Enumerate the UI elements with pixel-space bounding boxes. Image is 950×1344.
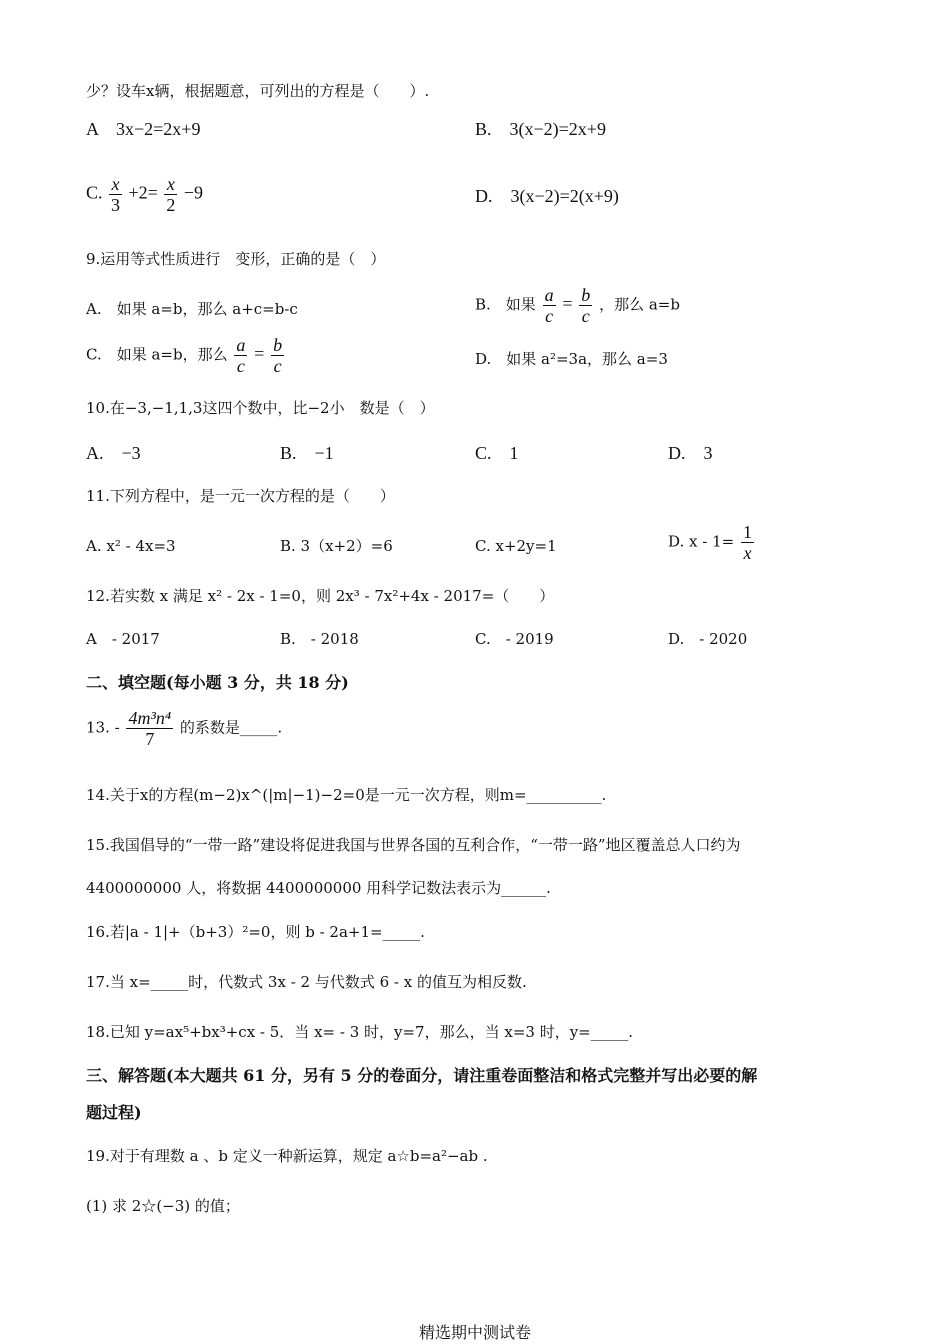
q17: 17.当 x=_____时，代数式 3x - 2 与代数式 6 - x 的值互为相反数. [86, 973, 527, 991]
q9-option-d: D. 如果 a²=3a，那么 a=3 [475, 350, 668, 368]
q11-option-b: B. 3（x+2）=6 [280, 537, 393, 555]
q16: 16.若|a - 1|+（b+3）²=0，则 b - 2a+1=_____. [86, 923, 425, 941]
q11-stem: 11.下列方程中，是一元一次方程的是（ ） [86, 487, 395, 505]
q15-line-2: 4400000000 人，将数据 4400000000 用科学记数法表示为______. [86, 879, 551, 897]
q8-option-a: A 3x−2=2x+9 [86, 119, 201, 139]
page-footer: 精选期中测试卷 [418, 1323, 531, 1342]
q11-option-d: D. x - 1= $\frac{1}{x}$ [668, 522, 752, 563]
q9-option-b: B. 如果 $\frac{a}{c}$ = $\frac{b}{c}$ ，那么 a=b [475, 285, 680, 326]
q13: 13. - $\frac{\text{4m³n⁴}}{7}$ 的系数是_____. [86, 708, 283, 749]
q9-option-c: C. 如果 a=b，那么 $\frac{a}{c}$ = $\frac{b}{c}$ [86, 335, 283, 376]
section-3-heading-line-1: 三、解答题(本大题共 61 分，另有 5 分的卷面分，请注重卷面整洁和格式完整并写出必要的解 [86, 1066, 758, 1085]
q8-option-b: B. 3(x−2)=2x+9 [475, 119, 606, 139]
q8-option-c: C. $\frac{x}{3}$ +2= $\frac{x}{2}$ −9 [86, 174, 203, 215]
q11-option-c: C. x+2y=1 [475, 537, 557, 555]
q9-option-a: A. 如果 a=b，那么 a+c=b-c [86, 300, 298, 318]
q12-option-c: C. - 2019 [475, 630, 554, 648]
q12-option-a: A - 2017 [86, 630, 160, 648]
q19-stem: 19.对于有理数 a 、b 定义一种新运算，规定 a☆b=a²−ab . [86, 1147, 488, 1165]
section-3-heading-line-2: 题过程) [86, 1103, 142, 1122]
q8-stem: 少？设车x辆，根据题意，可列出的方程是（ ）. [86, 82, 430, 100]
q15-line-1: 15.我国倡导的“一带一路”建设将促进我国与世界各国的互利合作，“一带一路”地区覆盖总人口约为 [86, 836, 741, 854]
q10-option-b: B. −1 [280, 443, 334, 463]
q10-option-d: D. 3 [668, 443, 713, 463]
q10-stem: 10.在−3,−1,1,3这四个数中，比−2小 数是（ ） [86, 399, 435, 417]
q12-option-d: D. - 2020 [668, 630, 748, 648]
q9-stem: 9.运用等式性质进行 变形，正确的是（ ） [86, 250, 386, 268]
q12-option-b: B. - 2018 [280, 630, 359, 648]
q10-option-a: A. −3 [86, 443, 141, 463]
q14: 14.关于x的方程(m−2)x^(|m|−1)−2=0是一元一次方程，则m=__________. [86, 786, 607, 804]
q8-option-d: D. 3(x−2)=2(x+9) [475, 186, 619, 206]
q12-stem: 12.若实数 x 满足 x² - 2x - 1=0，则 2x³ - 7x²+4x - 2017=（ ） [86, 587, 555, 605]
q10-option-c: C. 1 [475, 443, 519, 463]
q19-part-1: (1) 求 2☆(−3) 的值； [86, 1197, 240, 1215]
section-2-heading: 二、填空题(每小题 3 分，共 18 分) [86, 673, 349, 692]
q18: 18.已知 y=ax⁵+bx³+cx - 5．当 x= - 3 时，y=7，那么，当 x=3 时，y=_____. [86, 1023, 634, 1041]
q11-option-a: A. x² - 4x=3 [86, 537, 176, 555]
